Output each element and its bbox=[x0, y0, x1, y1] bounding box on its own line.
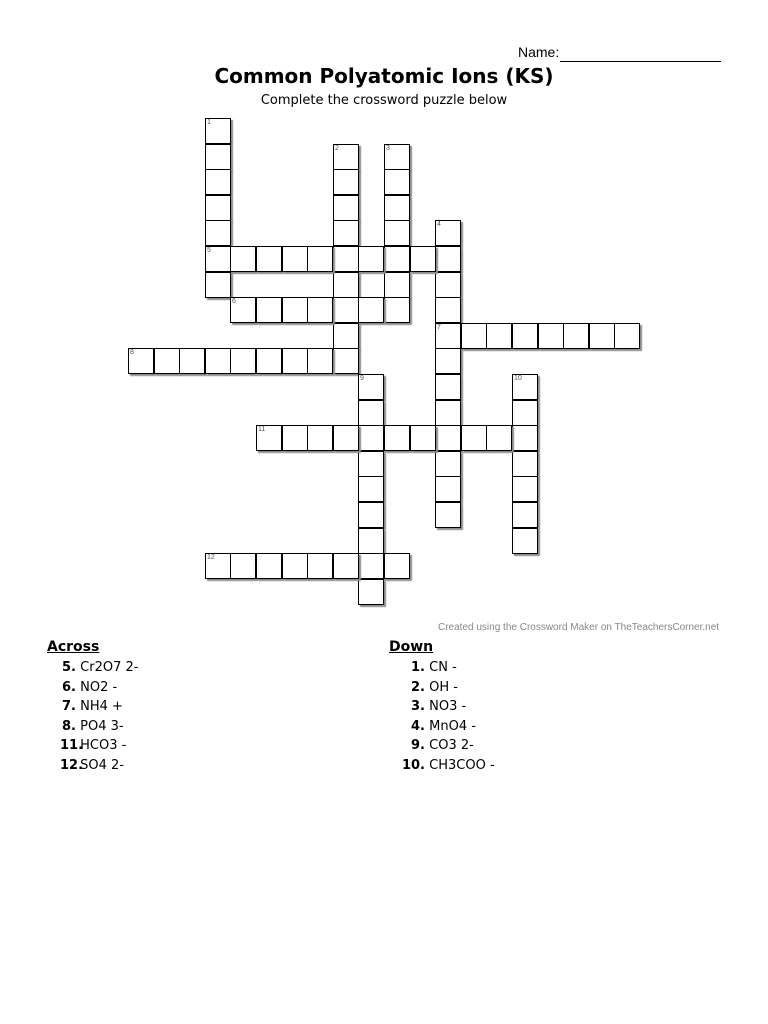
crossword-cell[interactable] bbox=[307, 348, 333, 374]
clue-number: 3. bbox=[411, 699, 425, 714]
crossword-cell[interactable] bbox=[256, 297, 282, 323]
clue-item bbox=[389, 717, 495, 737]
clue-text: OH - bbox=[429, 679, 458, 695]
crossword-cell[interactable] bbox=[256, 553, 282, 579]
crossword-cell[interactable] bbox=[333, 195, 359, 221]
crossword-cell[interactable] bbox=[205, 195, 231, 221]
cell-number: 6 bbox=[232, 298, 236, 305]
crossword-cell[interactable] bbox=[435, 220, 461, 246]
crossword-cell[interactable] bbox=[435, 348, 461, 374]
crossword-cell[interactable] bbox=[230, 348, 256, 374]
crossword-cell[interactable] bbox=[205, 118, 231, 144]
crossword-cell[interactable] bbox=[358, 553, 384, 579]
clue-text: NO2 - bbox=[80, 679, 118, 695]
clue-item bbox=[389, 678, 495, 698]
cell-number: 5 bbox=[207, 247, 211, 254]
crossword-cell[interactable] bbox=[512, 451, 538, 477]
crossword-cell[interactable] bbox=[410, 246, 436, 272]
crossword-cell[interactable] bbox=[358, 400, 384, 426]
crossword-cell[interactable] bbox=[333, 323, 359, 349]
crossword-cell[interactable] bbox=[384, 297, 410, 323]
crossword-cell[interactable] bbox=[230, 246, 256, 272]
crossword-cell[interactable] bbox=[230, 553, 256, 579]
clue-number: 7. bbox=[62, 699, 76, 714]
crossword-cell[interactable] bbox=[384, 272, 410, 298]
clue-item bbox=[389, 658, 495, 678]
clue-text: NH4 + bbox=[80, 699, 123, 714]
crossword-cell[interactable] bbox=[384, 195, 410, 221]
clue-number: 2. bbox=[411, 679, 425, 695]
crossword-cell[interactable] bbox=[358, 374, 384, 400]
crossword-cell[interactable] bbox=[307, 297, 333, 323]
down-heading: Down bbox=[389, 639, 434, 655]
cell-number: 12 bbox=[207, 554, 215, 561]
crossword-cell[interactable] bbox=[435, 476, 461, 502]
crossword-cell[interactable] bbox=[205, 348, 231, 374]
crossword-cell[interactable] bbox=[256, 246, 282, 272]
crossword-cell[interactable] bbox=[384, 246, 410, 272]
clue-item bbox=[47, 736, 138, 756]
crossword-cell[interactable] bbox=[358, 425, 384, 451]
crossword-cell[interactable] bbox=[435, 374, 461, 400]
clue-number: 4. bbox=[411, 718, 425, 734]
credit-text: Created using the Crossword Maker on TheTeachersCorner.net bbox=[438, 622, 720, 633]
cell-number: 8 bbox=[130, 349, 134, 356]
crossword-cell[interactable] bbox=[512, 528, 538, 554]
crossword-cell[interactable] bbox=[282, 297, 308, 323]
crossword-cell[interactable] bbox=[384, 169, 410, 195]
crossword-cell[interactable] bbox=[486, 425, 512, 451]
crossword-cell[interactable] bbox=[435, 272, 461, 298]
crossword-cell[interactable] bbox=[128, 348, 154, 374]
page-subtitle: Complete the crossword puzzle below bbox=[260, 93, 508, 108]
page-title: Common Polyatomic Ions (KS) bbox=[214, 64, 554, 88]
cell-number: 10 bbox=[514, 375, 522, 382]
crossword-cell[interactable] bbox=[205, 144, 231, 170]
crossword-cell[interactable] bbox=[358, 246, 384, 272]
clue-text: CN - bbox=[429, 660, 457, 675]
crossword-cell[interactable] bbox=[435, 400, 461, 426]
crossword-cell[interactable] bbox=[538, 323, 564, 349]
crossword-cell[interactable] bbox=[461, 425, 487, 451]
cell-number: 3 bbox=[386, 145, 390, 152]
clue-number: 12. bbox=[60, 757, 84, 773]
crossword-cell[interactable] bbox=[358, 579, 384, 605]
clue-text: HCO3 - bbox=[80, 738, 127, 753]
clue-number: 11. bbox=[60, 738, 84, 753]
clue-item bbox=[389, 756, 495, 776]
cell-number: 2 bbox=[335, 145, 339, 152]
crossword-cell[interactable] bbox=[307, 553, 333, 579]
crossword-cell[interactable] bbox=[358, 476, 384, 502]
clue-item bbox=[47, 697, 138, 717]
crossword-cell[interactable] bbox=[333, 246, 359, 272]
crossword-cell[interactable] bbox=[333, 553, 359, 579]
crossword-cell[interactable] bbox=[512, 502, 538, 528]
clue-number: 6. bbox=[62, 679, 76, 695]
crossword-cell[interactable] bbox=[435, 297, 461, 323]
cell-number: 7 bbox=[437, 324, 441, 331]
crossword-cell[interactable] bbox=[205, 246, 231, 272]
crossword-cell[interactable] bbox=[435, 502, 461, 528]
crossword-cell[interactable] bbox=[154, 348, 180, 374]
crossword-cell[interactable] bbox=[333, 348, 359, 374]
crossword-cell[interactable] bbox=[282, 348, 308, 374]
crossword-cell[interactable] bbox=[358, 297, 384, 323]
crossword-cell[interactable] bbox=[358, 502, 384, 528]
crossword-cell[interactable] bbox=[205, 220, 231, 246]
crossword-cell[interactable] bbox=[384, 553, 410, 579]
clue-number: 9. bbox=[411, 738, 425, 753]
crossword-cell[interactable] bbox=[179, 348, 205, 374]
cell-number: 9 bbox=[360, 375, 364, 382]
crossword-cell[interactable] bbox=[384, 144, 410, 170]
crossword-cell[interactable] bbox=[614, 323, 640, 349]
crossword-cell[interactable] bbox=[410, 425, 436, 451]
clue-item bbox=[389, 736, 495, 756]
clue-text: PO4 3- bbox=[80, 718, 124, 734]
crossword-cell[interactable] bbox=[435, 323, 461, 349]
crossword-cell[interactable] bbox=[282, 246, 308, 272]
crossword-cell[interactable] bbox=[205, 272, 231, 298]
crossword-cell[interactable] bbox=[256, 348, 282, 374]
crossword-cell[interactable] bbox=[512, 323, 538, 349]
crossword-cell[interactable] bbox=[333, 297, 359, 323]
crossword-cell[interactable] bbox=[512, 374, 538, 400]
crossword-cell[interactable] bbox=[230, 297, 256, 323]
crossword-cell[interactable] bbox=[256, 425, 282, 451]
crossword-cell[interactable] bbox=[563, 323, 589, 349]
cell-number: 4 bbox=[437, 221, 441, 228]
clue-number: 1. bbox=[411, 660, 425, 675]
clue-number: 10. bbox=[401, 757, 425, 773]
crossword-cell[interactable] bbox=[333, 272, 359, 298]
across-heading: Across bbox=[47, 639, 100, 655]
clue-text: CO3 2- bbox=[429, 738, 474, 753]
crossword-cell[interactable] bbox=[205, 169, 231, 195]
name-label: Name: bbox=[518, 44, 560, 60]
clue-text: CH3COO - bbox=[429, 757, 495, 773]
crossword-cell[interactable] bbox=[589, 323, 615, 349]
crossword-cell[interactable] bbox=[384, 220, 410, 246]
crossword-cell[interactable] bbox=[358, 451, 384, 477]
crossword-cell[interactable] bbox=[435, 425, 461, 451]
cell-number: 11 bbox=[258, 426, 266, 433]
crossword-cell[interactable] bbox=[512, 400, 538, 426]
clue-number: 8. bbox=[62, 718, 76, 734]
clue-item bbox=[47, 717, 138, 737]
crossword-cell[interactable] bbox=[486, 323, 512, 349]
crossword-cell[interactable] bbox=[282, 553, 308, 579]
crossword-cell[interactable] bbox=[512, 425, 538, 451]
clue-item bbox=[389, 697, 495, 717]
crossword-cell[interactable] bbox=[512, 476, 538, 502]
down-clues bbox=[389, 639, 495, 775]
crossword-cell[interactable] bbox=[333, 220, 359, 246]
clue-number: 5. bbox=[62, 660, 76, 675]
clue-text: Cr2O7 2- bbox=[80, 660, 139, 675]
crossword-cell[interactable] bbox=[384, 425, 410, 451]
crossword-cell[interactable] bbox=[307, 425, 333, 451]
crossword-cell[interactable] bbox=[435, 246, 461, 272]
clue-item bbox=[47, 756, 138, 776]
clue-item bbox=[47, 678, 138, 698]
crossword-cell[interactable] bbox=[333, 169, 359, 195]
crossword-cell[interactable] bbox=[435, 451, 461, 477]
clue-item bbox=[47, 658, 138, 678]
clue-text: MnO4 - bbox=[429, 718, 476, 734]
crossword-cell[interactable] bbox=[205, 553, 231, 579]
crossword-cell[interactable] bbox=[282, 425, 308, 451]
crossword-cell[interactable] bbox=[358, 528, 384, 554]
crossword-cell[interactable] bbox=[307, 246, 333, 272]
cell-number: 1 bbox=[207, 119, 211, 126]
crossword-cell[interactable] bbox=[461, 323, 487, 349]
clue-text: SO4 2- bbox=[80, 757, 124, 773]
clue-text: NO3 - bbox=[429, 699, 467, 714]
across-clues bbox=[47, 639, 138, 775]
crossword-cell[interactable] bbox=[333, 144, 359, 170]
crossword-cell[interactable] bbox=[333, 425, 359, 451]
